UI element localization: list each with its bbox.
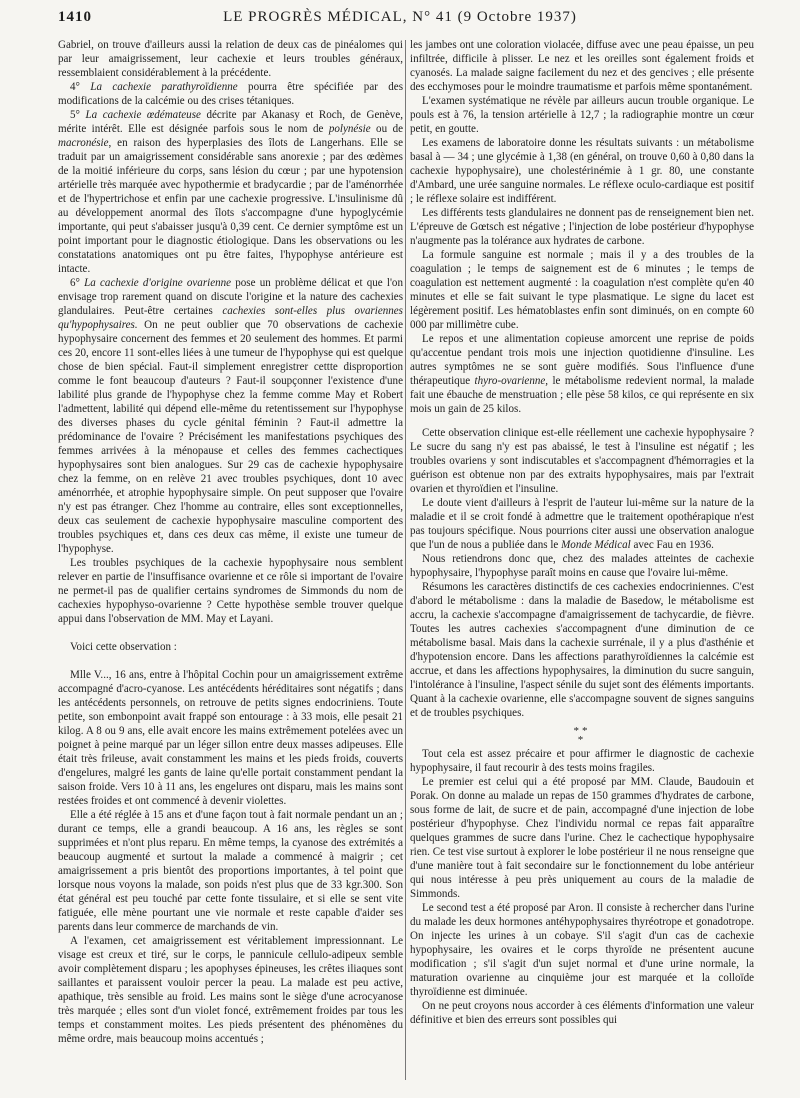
journal-title: LE PROGRÈS MÉDICAL, N° 41 (9 Octobre 1937): [223, 9, 577, 25]
running-head: [58, 9, 742, 29]
paragraph: Le doute vient d'ailleurs à l'esprit de l'auteur lui-même sur la nature de la maladie et il se croit fondé à admettre que le traitement opothérapique n'est pas toujours spécifique. Nous pourrions citer aussi une observation analogue que l'un de nous a publiée dans le Monde Médical avec Fau en 1936.: [410, 497, 754, 551]
paragraph: Le premier est celui qui a été proposé par MM. Claude, Baudouin et Porak. On donne au malade un repas de 150 grammes d'hydrates de carbone, sous forme de lait, de sucre et de pain, accompagné d'une injection de lobe postérieur d'hypophyse. Chez l'individu normal ce repas fait apparaître quelques grammes de sucre dans l'urine. Chez le cachectique hypophysaire rien. Ce test vise surtout à explorer le lobe postérieur il ne nous renseigne que d'une manière tout à fait secondaire sur le fonctionnement du lobe antérieur qui nous intéresse à peu près uniquement au cours de la maladie de Simmonds.: [410, 776, 754, 900]
paragraph: On ne peut croyons nous accorder à ces éléments d'information une valeur définitive et bien des erreurs sont possibles qui: [410, 1000, 754, 1026]
paragraph: Les différents tests glandulaires ne donnent pas de renseignement bien net. L'épreuve de Gœtsch est négative ; l'injection de lobe postérieur d'hypophyse n'augmente pas la tolérance aux hydrates de carbone.: [410, 207, 754, 247]
paragraph: Nous retiendrons donc que, chez des malades atteintes de cachexie hypophysaire, l'hypophyse paraît moins en cause que l'ovaire lui-même.: [410, 553, 754, 579]
paragraph: Résumons les caractères distinctifs de ces cachexies endocriniennes. C'est d'abord le métabolisme : dans la maladie de Basedow, le métabolisme est accru, la cachexie s'accompagne d'amaigrissement de tachycardie, de fièvre. Toutes les autres cachexies s'accompagnent d'une diminution de ce métabolisme basal. Mais dans la cachexie surrénale, il y a plus d'asthénie et d'hypotension encore. Dans les affections parathyroïdiennes la calcémie est accrue, et dans les affections hypophysaires, la diminution du sucre sanguin, l'intolérance à l'insuline, l'aspect sénile du sujet sont des éléments importants. Quant à la cachexie ovarienne, elle s'accompagne souvent de signes sanguins et de troubles psychiques.: [410, 581, 754, 719]
paragraph: les jambes ont une coloration violacée, diffuse avec une peau épaisse, un peu infiltrée, difficile à plisser. Le nez et les oreilles sont également froids et cyanosés. La malade saigne facilement du nez et des gencives ; elle présente des ecchymoses pour le moindre traumatisme et parfois même spontanément.: [410, 39, 754, 93]
paragraph: 5° La cachexie œdémateuse décrite par Akanasy et Roch, de Genève, mérite intérêt. Elle est désignée parfois sous le nom de polynésie ou de macronésie, en raison des hyperplasies des îlots de Langerhans. Elle se traduit par un amaigrissement considérable sans anorexie ; par des œdèmes de la moitié inférieure du corps, sans lésion du cœur ; par une hypotension artérielle très marquée avec hypothermie et bradycardie ; par de l'aménorrhée et de l'hypertrichose et enfin par une cachexie progressive. L'insulinisme dû au développement anormal des îlots s'accompagne d'une hypoglycémie importante, qui peut s'abaisser jusqu'à 0,39 cent. Ce dernier symptôme est un point important pour le diagnostic étiologique. Dans les observations ou les constatations anatomiques ont pu être faites, l'hypophyse antérieure est intacte.: [58, 109, 403, 275]
paragraph: Cette observation clinique est-elle réellement une cachexie hypophysaire ? Le sucre du sang n'y est pas abaissé, le test à l'insuline est négatif ; les troubles ovariens y sont indiscutables et s'accompagnent d'hémorragies et la guérison est obtenue non par des extraits hypophysaires, mais par l'extrait ovarien et thyroïdien et l'insuline.: [410, 427, 754, 495]
paragraph: 4° La cachexie parathyroïdienne pourra être spécifiée par des modifications de la calcémie ou des crises tétaniques.: [58, 81, 404, 107]
paragraph: Elle a été réglée à 15 ans et d'une façon tout à fait normale pendant un an ; durant ce temps, elle a grandi beaucoup. A 16 ans, les règles se sont supprimées et n'ont plus reparu. En même temps, la cyanose des extrémités a beaucoup augmenté et surtout la malade a commencé à maigrir ; cet amaigrissement a pris bientôt des proportions importantes, à tel point que lorsque nous voyons la malade, son poids n'est plus que de 33 kgr.300. Son état général est peu touché par cette fonte tissulaire, et si elle se sent vite fatiguée, elle mène pourtant une vie normale et reste capable d'aider ses parents dans leur commerce de marchands de vin.: [58, 809, 403, 933]
paragraph: La formule sanguine est normale ; mais il y a des troubles de la coagulation ; le temps de saignement est de 6 minutes ; le temps de coagulation est nettement augmenté : la coagulation n'est complète qu'en 40 minutes et elle se fait suivant le type plasmatique. Le signe du lacet est légèrement positif. Les hématoblastes enfin sont diminués, on en compte 60 000 par millimètre cube.: [410, 249, 754, 331]
paragraph: Les examens de laboratoire donne les résultats suivants : un métabolisme basal à — 34 ; une glycémie à 1,38 (en général, on trouve 0,60 à 0,80 dans la cachexie hypophysaire), une cholestérinémie à 1 gr. 80, une constante d'Ambard, une urée sanguine normales. Le réflexe oculo-cardiaque est positif ; le réflexe solaire est indifférent.: [410, 137, 754, 205]
paragraph: 6° La cachexie d'origine ovarienne pose un problème délicat et que l'on envisage trop rarement quand on discute l'origine et la nature des cachexies glandulaires. Peut-être certaines cachexies sont-elles plus ovariennes qu'hypophysaires. On ne peut oublier que 70 observations de cachexie hypophysaire concernent des femmes et 20 seulement des hommes. Et parmi ces 20, encore 11 sont-elles liées à une tumeur de l'hypophyse qui est quelque chose de bien spécial. Faut-il simplement enregistrer cettte disproportion comme le font beaucoup d'auteurs ? Faut-il soupçonner l'existence d'une labilité plus grande de l'hypophyse chez la femme comme May et Robert l'admettent, labilité qui dépend elle-même du retentissement sur l'hypophyse des diverses phases du cycle génital féminin ? Faut-il admettre la prédominance de l'ovaire ? Précisément les manifestations psychiques des femmes arrivées à la ménopause et celles des femmes cachectiques hypophysaires sont bien analogues. Sur 29 cas de cachexie hypophysaire chez la femme, on en relève 21 avec troubles psychiques, dont 10 avec aménorrhée, et atrophie hypophysaire simple. On peut supposer que l'ovaire n'y est pas étranger. Chez l'homme au contraire, elles sont exceptionnelles, deux cas seulement de cachexie hypophysaire masculine comportent des troubles psychiques et, dans ces deux cas même, il existe une tumeur de l'hypophyse.: [58, 277, 403, 555]
right-column: [410, 38, 754, 1027]
paragraph: Tout cela est assez précaire et pour affirmer le diagnostic de cachexie hypophysaire, il faut recourir à des tests moins fragiles.: [410, 748, 754, 774]
left-column: [58, 38, 403, 1046]
paragraph: Mlle V..., 16 ans, entre à l'hôpital Cochin pour un amaigrissement extrême accompagné d'acro-cyanose. Les antécédents héréditaires sont négatifs ; dans les antécédents personnels, on retrouve de petits signes endocriniens. Toute petite, son embonpoint avait frappé son entourage : à 33 mois, elle pesait 21 kilog. A 8 ou 9 ans, elle avait encore les mains extrêmement potelées avec un poignet à peine marqué par un léger sillon entre deux masses adipeuses. Elle était très frileuse, avait constamment les mains et les pieds froids, couverts d'engelures, malgré les gants de laine qu'elle portait constamment pendant la saison froide. Vers 10 à 11 ans, les engelures ont disparu, mais les mains sont restées froides et ont commencé à devenir violettes.: [58, 669, 403, 807]
column-divider: [405, 40, 406, 1080]
paragraph: Gabriel, on trouve d'ailleurs aussi la relation de deux cas de pinéalomes qui par leur amaigrissement, leur cachexie et leurs troubles généraux, ressemblaient considérablement à la précédente.: [58, 39, 403, 79]
paragraph: Le second test a été proposé par Aron. Il consiste à rechercher dans l'urine du malade les deux hormones antéhypophysaires thyréotrope et gonadotrope. On injecte les urines à un cobaye. S'il s'agit d'un cas de cachexie hypophysaire, les ovaires et le corps thyroïde ne présentent aucune modification ; s'il s'agit d'un sujet normal et d'une urine normale, la maturation ovarienne au cinquième jour est marquée et la colloïde thyroïdienne est diminuée.: [410, 902, 754, 998]
paragraph: L'examen systématique ne révèle par ailleurs aucun trouble organique. Le pouls est à 76, la tension artérielle à 12,7 ; la radiographie montre un cœur petit, en goutte.: [410, 95, 754, 135]
paragraph: A l'examen, cet amaigrissement est véritablement impressionnant. Le visage est creux et tiré, sur le corps, le pannicule cellulo-adipeux semble avoir complètement disparu ; les apophyses épineuses, les crêtes iliaques sont saillantes et paraissent vouloir percer la peau. La malade est peu active, apathique, très sensible au froid. Les mains sont le siège d'une acrocyanose très marquée ; elles sont d'un violet foncé, extrêmement froides par tous les temps et constamment moites. Les pieds présentent des phénomènes du même ordre, mais beaucoup moins accentués ;: [58, 935, 403, 1045]
section-asterism: ** *: [573, 725, 591, 746]
paragraph: Le repos et une alimentation copieuse amorcent une reprise de poids qu'accentue pendant trois mois une injection quotidienne d'insuline. Les autres symptômes ne se sont guère modifiés. Sous l'influence d'une thérapeutique thyro-ovarienne, le métabolisme redevient normal, la malade fait une ébauche de menstruation ; elle pèse 58 kilos, ce qui représente en six mois un gain de 25 kilos.: [410, 333, 754, 415]
page-number: 1410: [58, 9, 92, 25]
paragraph: Les troubles psychiques de la cachexie hypophysaire nous semblent relever en partie de l'insuffisance ovarienne et ce rôle si important de l'ovaire ne permet-il pas de qualifier certains syndromes de Simmonds du nom de cachexies hypophyso-ovarienne ? Cette hypothèse semble trouver quelque appui dans l'observation de MM. May et Layani.: [58, 557, 403, 625]
paragraph: Voici cette observation :: [70, 641, 177, 653]
